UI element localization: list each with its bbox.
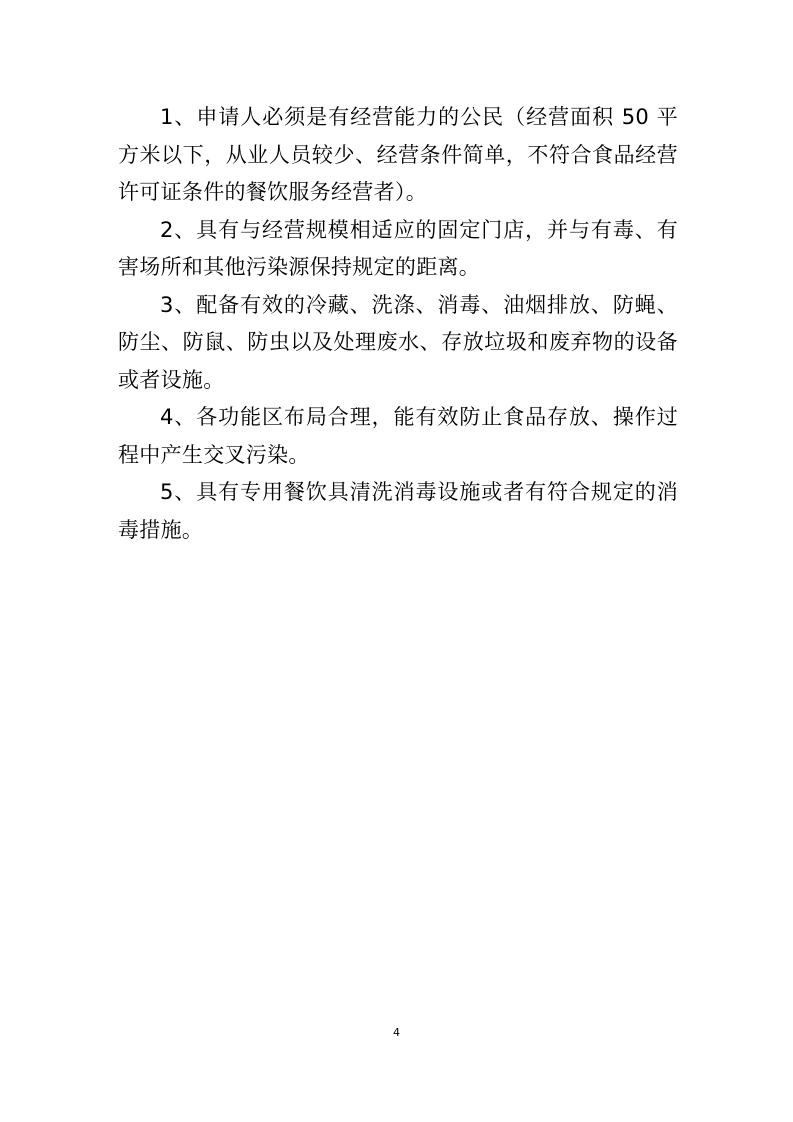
paragraph-requirement-2: 2、具有与经营规模相适应的固定门店，并与有毒、有害场所和其他污染源保持规定的距离。 [118, 217, 678, 279]
paragraph-requirement-3: 3、配备有效的冷藏、洗涤、消毒、油烟排放、防蝇、防尘、防鼠、防虫以及处理废水、存放垃圾和废弃物的设备或者设施。 [118, 292, 678, 392]
paragraph-requirement-4: 4、各功能区布局合理，能有效防止食品存放、操作过程中产生交叉污染。 [118, 405, 678, 467]
document-body [118, 99, 678, 549]
paragraph-requirement-1: 1、申请人必须是有经营能力的公民（经营面积 50 平方米以下，从业人员较少、经营条件简单，不符合食品经营许可证条件的餐饮服务经营者）。 [118, 105, 678, 204]
paragraph-requirement-5: 5、具有专用餐饮具清洗消毒设施或者有符合规定的消毒措施。 [118, 480, 678, 542]
page-number: 4 [393, 1026, 400, 1039]
